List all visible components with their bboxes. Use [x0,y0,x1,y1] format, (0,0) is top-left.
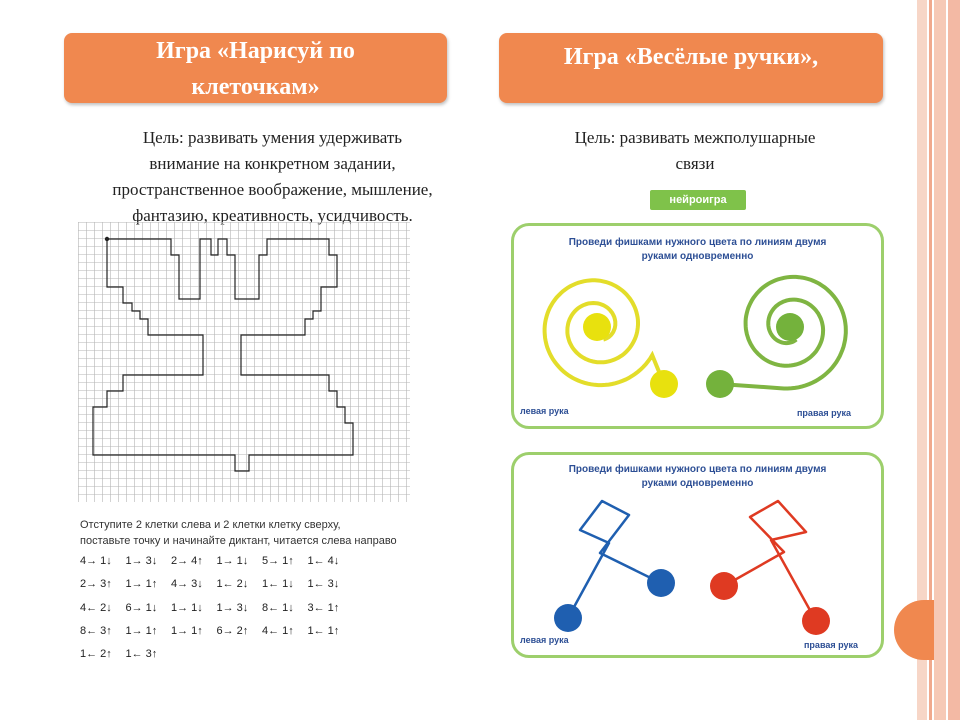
red-start-dot [710,572,738,600]
start-dot [105,237,109,241]
loop-panel [511,452,884,658]
spiral-drawing [514,226,881,426]
yellow-center-dot [583,313,611,341]
dictation-step: 8← 1↓ [262,601,294,614]
left-title-box [64,33,447,103]
panel1-right-hand-label: правая рука [797,408,852,418]
dictation-step: 4← 1↑ [262,624,294,637]
dictation-step: 1← 3↑ [125,648,158,661]
right-goal-text [480,125,910,177]
dictation-step: 1→ 1↓ [216,555,249,567]
dictation-step: 1→ 1↑ [171,624,203,637]
dictation-step: 4→ 1↓ [80,555,112,567]
left-goal-line3: пространственное воображение, мышление, [112,180,433,199]
right-goal-line2: связи [675,154,715,173]
dictation-step: 6→ 2↑ [216,624,249,637]
left-title-line1: Игра «Нарисуй по [156,38,355,64]
panel2-right-hand-label: правая рука [804,640,859,650]
green-center-dot [776,313,804,341]
left-goal-line2: внимание на конкретном задании, [149,154,396,173]
panel1-title-line2: руками одновременно [641,251,754,262]
dictation-step: 1← 4↓ [307,555,340,567]
spiral-panel [511,223,884,429]
dictation-step: 1← 2↓ [216,578,249,591]
dictation-step: 1→ 1↑ [125,624,158,637]
neurogame-badge: нейроигра [650,190,746,210]
instruction-text [80,517,397,549]
left-goal-line1: Цель: развивать умения удерживать [142,128,403,147]
dictation-step: 1→ 3↓ [216,601,249,614]
dictation-step: 4→ 3↓ [171,578,203,591]
right-goal-line1: Цель: развивать межполушарные [574,128,816,147]
dictation-step: 3← 1↑ [307,601,340,614]
blue-start-dot [554,604,582,632]
dictation-step: 1← 3↓ [307,578,340,591]
dictation-grid [78,222,413,502]
left-title-line2: клеточкам» [191,74,320,100]
red-loop-line [724,501,816,621]
dictation-step: 1→ 1↓ [171,601,203,614]
grid-lines [78,222,410,502]
dictation-step: 1← 1↑ [307,624,340,637]
yellow-end-dot [650,370,678,398]
orange-half-circle [894,600,934,660]
panel2-left-hand-label: левая рука [520,635,569,645]
decor-stripe-4 [948,0,960,720]
green-end-dot [706,370,734,398]
panel1-title-line1: Проведи фишками нужного цвета по линиям двумя [568,237,827,248]
panel2-title-line2: руками одновременно [641,478,754,489]
dictation-step: 1→ 3↓ [125,555,158,567]
dictation-step: 4← 2↓ [80,601,112,614]
left-goal-line4: фантазию, креативность, усидчивость. [132,206,413,225]
dictation-step: 6→ 1↓ [125,601,158,614]
dictation-step: 2→ 4↑ [171,555,203,567]
panel1-left-hand-label: левая рука [520,406,569,416]
instruction-line2: поставьте точку и начинайте диктант, читается слева направо [80,535,397,547]
dictation-step: 1← 1↓ [262,578,294,591]
dictation-step: 5→ 1↑ [262,555,294,567]
left-goal-text [40,125,505,229]
dictation-step: 2→ 3↑ [80,578,112,591]
red-end-dot [802,607,830,635]
decor-stripe-3 [934,0,946,720]
blue-loop-line [568,501,661,618]
bird-outline [93,239,353,471]
right-title-box [499,33,883,103]
dictation-step: 1→ 1↑ [125,578,158,591]
right-title: Игра «Весёлые ручки», [563,44,819,70]
panel2-title-line1: Проведи фишками нужного цвета по линиям двумя [568,464,827,475]
blue-end-dot [647,569,675,597]
instruction-line1: Отступите 2 клетки слева и 2 клетки клетку сверху, [80,519,341,531]
dictation-step: 1← 2↑ [80,648,112,661]
loop-drawing [514,455,881,655]
dictation-step: 8← 3↑ [80,624,112,637]
